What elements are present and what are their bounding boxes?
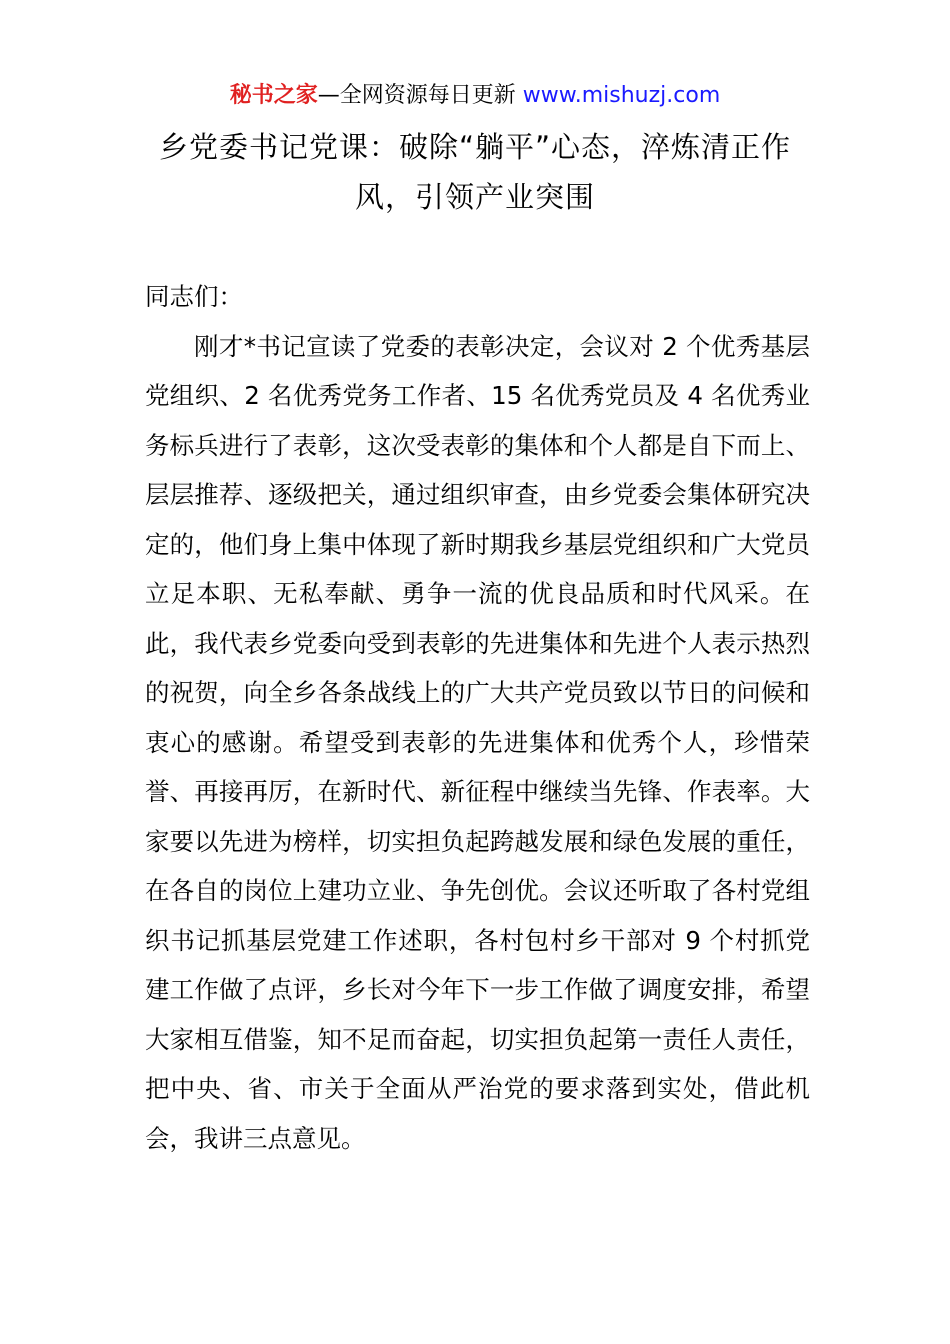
- site-brand: 秘书之家: [229, 83, 318, 108]
- document-body: [145, 272, 810, 1163]
- document-title: 乡党委书记党课：破除“躺平”心态，淬炼清正作风，引领产业突围: [158, 130, 792, 214]
- site-header: [0, 80, 950, 112]
- body-paragraph: 刚才*书记宣读了党委的表彰决定，会议对 2 个优秀基层党组织、2 名优秀党务工作者、15 名优秀党员及 4 名优秀业务标兵进行了表彰，这次受表彰的集体和个人都是自下而上、层层推荐、逐级把关，通过组织审查，由乡党委会集体研究决定的，他们身上集中体现了新时期我乡基层党组织和广大党员立足本职、无私奉献、勇争一流的优良品质和时代风采。在此，我代表乡党委向受到表彰的先进集体和先进个人表示热烈的祝贺，向全乡各条战线上的广大共产党员致以节日的问候和衷心的感谢。希望受到表彰的先进集体和优秀个人，珍惜荣誉、再接再厉，在新时代、新征程中继续当先锋、作表率。大家要以先进为榜样，切实担负起跨越发展和绿色发展的重任，在各自的岗位上建功立业、争先创优。会议还听取了各村党组织书记抓基层党建工作述职，各村包村乡干部对 9 个村抓党建工作做了点评，乡长对今年下一步工作做了调度安排，希望大家相互借鉴，知不足而奋起，切实担负起第一责任人责任，把中央、省、市关于全面从严治党的要求落到实处，借此机会，我讲三点意见。: [145, 331, 810, 1153]
- site-url-link[interactable]: www.mishuzj.com: [522, 83, 721, 108]
- site-tagline: —全网资源每日更新: [317, 83, 523, 108]
- salutation: 同志们：: [145, 282, 243, 311]
